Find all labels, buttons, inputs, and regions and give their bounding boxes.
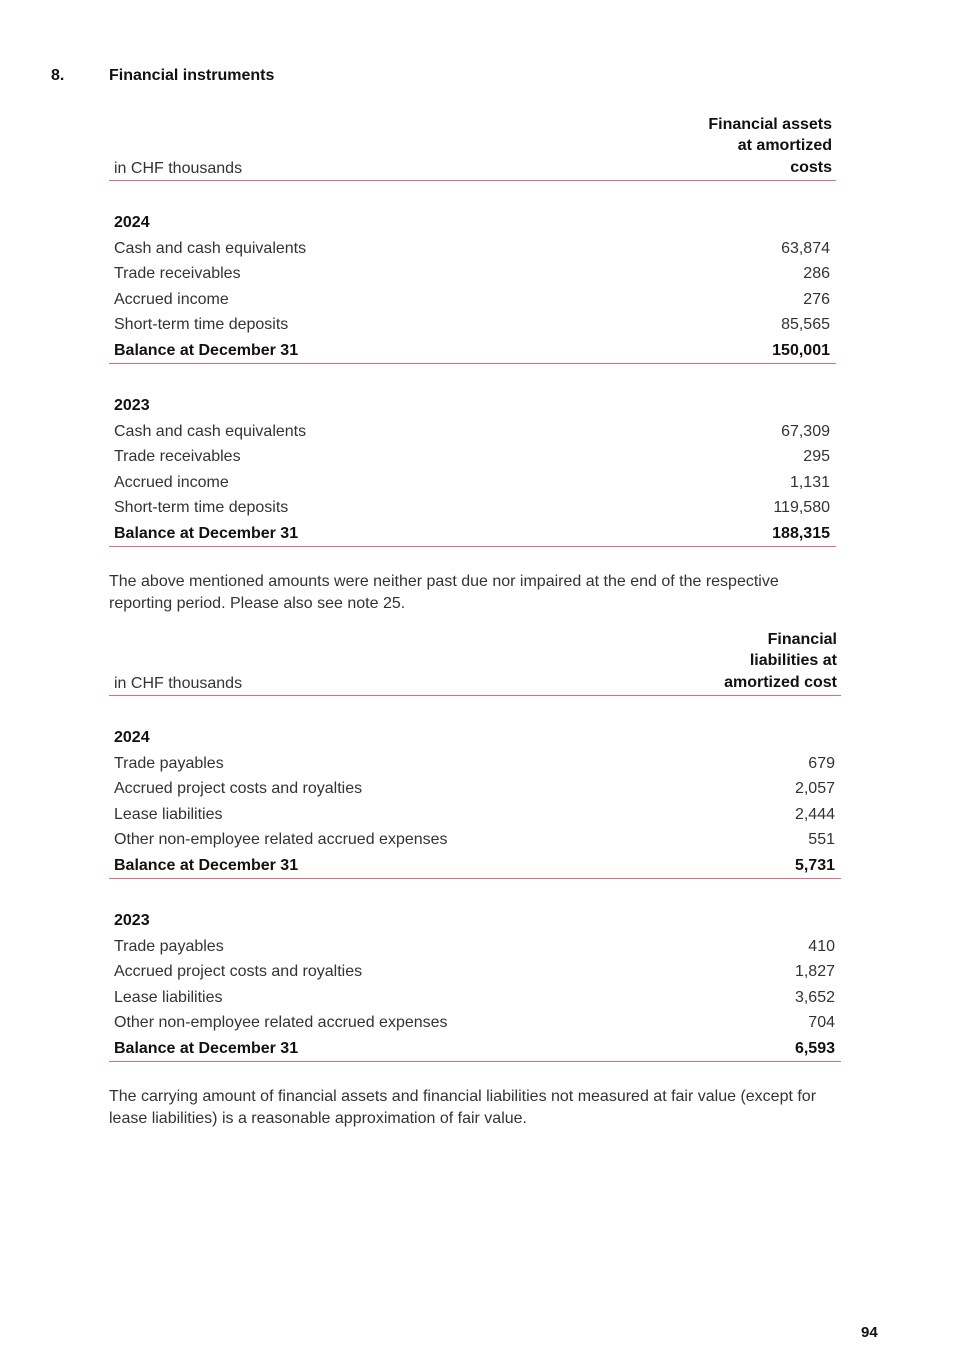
table-row — [109, 985, 841, 1011]
column-header-line: amortized cost — [724, 673, 837, 691]
row-label: Trade payables — [114, 754, 224, 772]
note-paragraph-1: The above mentioned amounts were neither past due nor impaired at the end of the respective reporting period. Please also see note 25. — [109, 573, 779, 612]
row-value: 85,565 — [781, 316, 830, 333]
row-value: 276 — [803, 290, 830, 308]
year-group-2024 — [109, 725, 841, 879]
row-label: Balance at December 31 — [114, 856, 299, 874]
column-header — [708, 114, 832, 179]
row-value: 286 — [803, 265, 830, 282]
row-label: Trade payables — [114, 937, 224, 955]
table-row — [109, 776, 841, 802]
table-row — [109, 470, 836, 496]
table-row — [109, 236, 836, 262]
row-label: Accrued project costs and royalties — [114, 780, 363, 797]
unit-label: in CHF thousands — [114, 160, 243, 177]
row-value: 704 — [808, 1014, 835, 1031]
table-row — [109, 827, 841, 853]
column-header-line: at amortized — [737, 137, 832, 154]
year-label: 2023 — [114, 912, 150, 929]
total-row — [109, 1036, 841, 1063]
table-row — [109, 312, 836, 338]
row-value: 2,444 — [794, 805, 835, 823]
row-value: 150,001 — [772, 341, 830, 359]
year-label: 2023 — [114, 397, 150, 414]
financial-assets-table — [109, 115, 836, 547]
row-value: 679 — [808, 754, 835, 772]
total-row — [109, 338, 836, 365]
year-label: 2024 — [114, 729, 150, 746]
year-label: 2024 — [114, 214, 150, 231]
page-number: 94 — [861, 1324, 878, 1341]
table-header — [109, 630, 841, 696]
total-row — [109, 521, 836, 548]
table-row — [109, 261, 836, 287]
row-value: 67,309 — [781, 422, 830, 440]
table-row — [109, 495, 836, 521]
row-label: Balance at December 31 — [114, 341, 299, 359]
table-row — [109, 802, 841, 828]
row-value: 551 — [808, 831, 835, 848]
column-header-line: Financial assets — [708, 115, 832, 133]
row-value: 1,131 — [789, 473, 830, 491]
row-value: 6,593 — [794, 1039, 835, 1057]
row-label: Cash and cash equivalents — [114, 422, 307, 440]
column-header — [724, 629, 837, 694]
table-row — [109, 1010, 841, 1036]
row-value: 3,652 — [794, 988, 835, 1006]
column-header-line: costs — [790, 158, 832, 176]
table-header — [109, 115, 836, 181]
row-label: Trade receivables — [114, 448, 241, 465]
table-row — [109, 751, 841, 777]
section-title: Financial instruments — [109, 67, 275, 84]
table-row — [109, 419, 836, 445]
row-label: Accrued income — [114, 290, 229, 308]
row-label: Accrued income — [114, 473, 229, 491]
row-label: Other non-employee related accrued expenses — [114, 1014, 448, 1031]
row-value: 5,731 — [794, 856, 835, 874]
section-number: 8. — [51, 67, 65, 84]
row-label: Short-term time deposits — [114, 499, 289, 516]
financial-liabilities-table — [109, 630, 841, 1062]
section-heading — [51, 67, 274, 85]
unit-label: in CHF thousands — [114, 675, 243, 692]
year-group-2023 — [109, 908, 841, 1062]
row-label: Short-term time deposits — [114, 316, 289, 333]
row-label: Trade receivables — [114, 265, 241, 282]
note-paragraph-2: The carrying amount of financial assets and financial liabilities not measured at fair value (except for lease liabilities) is a reasonable approximation of fair value. — [109, 1088, 817, 1127]
year-group-2024 — [109, 210, 836, 364]
column-header-line: Financial — [767, 630, 837, 648]
table-row — [109, 934, 841, 960]
row-label: Lease liabilities — [114, 988, 223, 1006]
column-header-line: liabilities at — [749, 652, 837, 669]
table-row — [109, 444, 836, 470]
table-row — [109, 959, 841, 985]
row-value: 2,057 — [794, 780, 835, 797]
row-label: Other non-employee related accrued expenses — [114, 831, 448, 848]
row-label: Accrued project costs and royalties — [114, 963, 363, 980]
row-value: 119,580 — [773, 499, 830, 516]
row-value: 295 — [803, 448, 830, 465]
row-value: 188,315 — [772, 524, 830, 542]
row-value: 63,874 — [781, 239, 830, 257]
row-label: Cash and cash equivalents — [114, 239, 307, 257]
row-label: Balance at December 31 — [114, 1039, 299, 1057]
table-row — [109, 287, 836, 313]
row-label: Lease liabilities — [114, 805, 223, 823]
total-row — [109, 853, 841, 880]
row-value: 1,827 — [794, 963, 835, 980]
row-label: Balance at December 31 — [114, 524, 299, 542]
row-value: 410 — [808, 937, 835, 955]
year-group-2023 — [109, 393, 836, 547]
